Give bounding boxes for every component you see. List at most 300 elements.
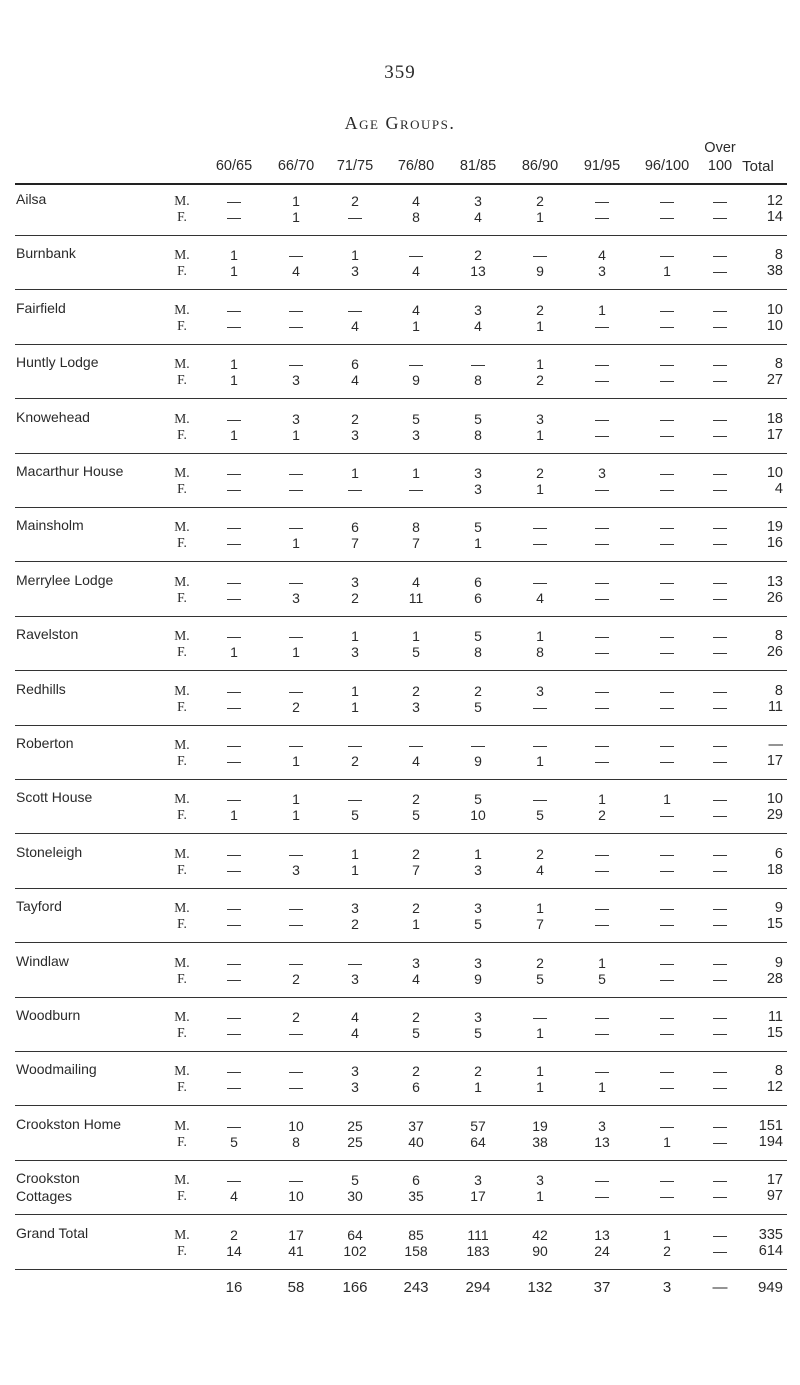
table-cell: — (409, 356, 423, 373)
table-cell: — (595, 209, 609, 225)
table-cell: — (289, 916, 303, 933)
row-total: 8 (774, 247, 783, 264)
table-cell: — (713, 410, 727, 427)
table-cell: 11 (408, 589, 424, 606)
table-cell: 3 (292, 372, 300, 389)
table-cell: — (227, 465, 241, 481)
table-cell: — (289, 1025, 303, 1041)
column-total: 37 (593, 1279, 611, 1296)
table-cell: 3 (351, 970, 359, 987)
table-cell: — (660, 970, 674, 987)
table-cell: 5 (536, 807, 544, 824)
table-cell: 38 (532, 1133, 548, 1150)
table-cell: 5 (598, 970, 606, 987)
table-cell: — (660, 644, 674, 661)
table-cell: — (595, 682, 609, 699)
table-cell: 3 (292, 410, 300, 427)
row-total: 11 (767, 1009, 783, 1025)
table-cell: 2 (292, 698, 300, 715)
sex-label-female: F. (177, 1242, 187, 1258)
table-cell: — (660, 698, 674, 715)
table-cell: — (348, 481, 362, 497)
table-cell: 2 (292, 970, 300, 987)
block-rule (15, 779, 787, 780)
table-cell: — (409, 737, 423, 753)
table-cell: — (595, 573, 609, 590)
table-cell: 1 (598, 791, 606, 808)
table-cell: — (660, 753, 674, 769)
table-cell: — (289, 628, 303, 645)
institution-name (16, 1007, 80, 1023)
table-cell: 1 (292, 426, 300, 443)
table-cell: — (471, 356, 485, 373)
table-cell: — (348, 954, 362, 971)
table-cell: — (227, 628, 241, 645)
table-cell: 4 (292, 263, 300, 280)
table-cell: — (595, 1063, 609, 1080)
table-cell: 13 (594, 1226, 610, 1243)
table-cell: — (227, 209, 241, 225)
table-cell: 3 (351, 426, 359, 443)
table-cell: — (227, 737, 241, 753)
table-cell: 2 (351, 589, 359, 606)
block-rule (15, 453, 787, 454)
table-cell: 42 (532, 1226, 548, 1243)
row-total: 17 (766, 1172, 783, 1189)
table-cell: 3 (598, 1117, 606, 1134)
block-rule (15, 670, 787, 671)
table-cell: 3 (474, 861, 482, 878)
table-cell: — (595, 481, 609, 497)
table-cell: 24 (594, 1242, 610, 1259)
table-cell: 1 (663, 791, 671, 808)
table-cell: 3 (474, 1009, 482, 1025)
block-rule (15, 398, 787, 399)
table-cell: 3 (474, 465, 482, 481)
table-cell: — (289, 465, 303, 481)
table-cell: 1 (536, 481, 544, 497)
table-cell: 5 (351, 807, 359, 824)
table-cell: 4 (412, 573, 420, 590)
row-total: 10 (766, 301, 783, 318)
table-cell: — (713, 737, 727, 753)
table-cell: 2 (663, 1242, 671, 1259)
table-cell: 3 (412, 954, 420, 971)
table-cell: 1 (536, 1188, 544, 1205)
table-cell: 2 (474, 247, 482, 264)
block-rule (15, 561, 787, 562)
table-cell: 1 (598, 301, 606, 318)
table-cell: 3 (474, 481, 482, 497)
table-cell: 3 (351, 1079, 359, 1096)
sex-label-male: M. (174, 954, 190, 970)
table-cell: — (227, 1009, 241, 1025)
table-cell: 2 (351, 410, 359, 427)
table-cell: — (713, 1009, 727, 1025)
row-total: 614 (758, 1242, 783, 1259)
institution-name-line: Fairfield (16, 299, 66, 316)
sex-label-female: F. (177, 1133, 187, 1149)
table-cell: 4 (351, 1009, 359, 1025)
table-cell: 25 (347, 1133, 363, 1150)
table-cell: — (713, 573, 727, 590)
institution-name-line: Woodburn (16, 1007, 81, 1023)
table-cell: 2 (536, 845, 544, 862)
table-cell: — (713, 481, 727, 497)
table-cell: — (595, 426, 609, 443)
table-cell: 17 (288, 1226, 304, 1243)
table-cell: — (660, 628, 674, 645)
table-cell: 8 (292, 1133, 300, 1150)
sex-label-male: M. (174, 628, 190, 644)
table-cell: — (595, 916, 609, 933)
table-cell: 102 (343, 1242, 367, 1259)
institution-name-line: Merrylee Lodge (16, 571, 114, 588)
row-total: 4 (774, 481, 783, 497)
table-cell: — (289, 573, 303, 590)
sex-label-male: M. (174, 1009, 190, 1024)
institution-name-line: Ravelston (16, 626, 79, 643)
row-total: 12 (766, 1079, 783, 1096)
table-cell: — (595, 589, 609, 606)
table-cell: 9 (412, 372, 420, 389)
table-cell: 3 (474, 1172, 482, 1189)
sex-label-male: M. (174, 845, 190, 861)
table-cell: 10 (288, 1188, 304, 1205)
sex-label-male: M. (174, 737, 190, 752)
table-cell: — (713, 209, 727, 225)
table-cell: — (713, 1188, 727, 1205)
table-cell: 5 (412, 410, 420, 427)
column-header: 96/100 (644, 158, 690, 174)
row-total: 97 (766, 1188, 783, 1205)
institution-name (16, 300, 66, 316)
table-cell: 6 (412, 1079, 420, 1096)
table-cell: 6 (351, 356, 359, 373)
table-cell: 8 (474, 644, 482, 661)
sex-label-male: M. (174, 465, 190, 480)
institution-name-line: Mainsholm (16, 517, 84, 534)
table-cell: 4 (474, 317, 482, 334)
table-cell: 1 (536, 900, 544, 917)
grand-total: 949 (757, 1279, 783, 1296)
table-cell: 3 (351, 900, 359, 917)
table-cell: 4 (598, 247, 606, 264)
institution-name-line: Redhills (16, 680, 66, 697)
institution-name-line: Burnbank (16, 245, 76, 262)
block-rule (15, 1051, 787, 1052)
institution-name-line: Crookston Home (16, 1115, 122, 1132)
column-header: 71/75 (336, 158, 374, 174)
row-total: 28 (766, 970, 783, 987)
row-total: 6 (774, 845, 783, 862)
table-cell: 17 (470, 1188, 486, 1205)
table-cell: 2 (412, 682, 420, 699)
row-total: 17 (766, 426, 783, 443)
table-cell: — (409, 481, 423, 497)
institution-name-line: Crookston (16, 1170, 80, 1187)
column-total: 58 (287, 1279, 305, 1296)
table-cell: — (227, 791, 241, 808)
table-cell: 3 (474, 900, 482, 917)
institution-name (16, 1170, 80, 1204)
table-cell: — (660, 301, 674, 318)
table-cell: 1 (351, 682, 359, 699)
table-cell: 5 (351, 1172, 359, 1189)
table-cell: 1 (292, 193, 300, 209)
table-cell: 8 (474, 372, 482, 389)
table-cell: 4 (536, 589, 544, 606)
table-cell: 7 (412, 861, 420, 878)
table-cell: — (595, 737, 609, 753)
table-cell: 6 (474, 573, 482, 590)
institution-name (16, 409, 90, 425)
column-header: 66/70 (277, 158, 315, 174)
table-cell: 2 (412, 1009, 420, 1025)
sex-label-male: M. (174, 900, 190, 916)
sex-label-female: F. (177, 644, 187, 660)
sex-label-female: F. (177, 372, 187, 388)
table-cell: 3 (536, 410, 544, 427)
table-cell: 1 (351, 465, 359, 481)
table-cell: 2 (351, 753, 359, 769)
institution-name (16, 572, 113, 588)
table-cell: — (713, 519, 727, 536)
sex-label-female: F. (177, 1025, 187, 1040)
table-cell: 4 (412, 301, 420, 318)
column-header: 100 (707, 158, 733, 174)
row-total: 18 (766, 861, 783, 878)
table-cell: 2 (412, 791, 420, 808)
sex-label-female: F. (177, 535, 187, 551)
table-cell: 5 (412, 1025, 420, 1041)
table-cell: — (660, 1063, 674, 1080)
table-cell: 4 (412, 753, 420, 769)
table-cell: — (533, 573, 547, 590)
table-cell: 4 (412, 970, 420, 987)
table-cell: — (227, 589, 241, 606)
institution-name-line: Huntly Lodge (16, 354, 99, 371)
block-rule (15, 507, 787, 508)
table-cell: 35 (408, 1188, 424, 1205)
block-rule (15, 997, 787, 998)
block-rule (15, 833, 787, 834)
table-cell: 85 (408, 1226, 424, 1243)
sex-label-male: M. (174, 356, 190, 372)
table-cell: — (227, 698, 241, 715)
table-cell: — (713, 1063, 727, 1080)
table-cell: 3 (474, 301, 482, 318)
block-rule (15, 235, 787, 236)
institution-name (16, 953, 69, 969)
table-cell: — (660, 682, 674, 699)
table-cell: — (713, 916, 727, 933)
table-cell: 1 (351, 247, 359, 264)
table-cell: — (660, 589, 674, 606)
institution-name (16, 463, 123, 479)
column-total: 16 (225, 1279, 243, 1296)
table-cell: 3 (292, 589, 300, 606)
table-cell: 8 (412, 519, 420, 536)
table-cell: — (660, 535, 674, 552)
table-cell: — (713, 1226, 727, 1243)
table-cell: 40 (408, 1133, 424, 1150)
row-total: 38 (766, 263, 783, 280)
table-cell: 8 (536, 644, 544, 661)
table-cell: 5 (536, 970, 544, 987)
table-cell: — (595, 356, 609, 373)
table-cell: — (660, 317, 674, 334)
table-cell: — (595, 535, 609, 552)
table-cell: — (289, 519, 303, 536)
table-cell: — (289, 737, 303, 753)
table-cell: — (660, 247, 674, 264)
row-total: 18 (766, 410, 783, 427)
table-cell: 1 (351, 845, 359, 862)
institution-name-line: Ailsa (16, 191, 47, 207)
sex-label-male: M. (174, 193, 190, 208)
table-cell: 1 (598, 954, 606, 971)
row-total: 19 (766, 519, 783, 536)
table-cell: — (227, 970, 241, 987)
institution-name (16, 626, 78, 642)
sex-label-female: F. (177, 861, 187, 877)
sex-label-female: F. (177, 481, 187, 496)
row-total: 8 (774, 356, 783, 373)
table-cell: 1 (536, 317, 544, 334)
block-rule (15, 289, 787, 290)
row-total: 16 (766, 535, 783, 552)
table-cell: 2 (412, 900, 420, 917)
table-cell: — (227, 753, 241, 769)
sex-label-male: M. (174, 247, 190, 263)
table-cell: — (595, 861, 609, 878)
table-cell: 7 (412, 535, 420, 552)
sex-label-female: F. (177, 916, 187, 932)
table-cell: 6 (351, 519, 359, 536)
table-cell: 10 (288, 1117, 304, 1134)
table-cell: — (713, 954, 727, 971)
row-total: 27 (766, 372, 783, 389)
table-cell: — (713, 193, 727, 209)
institution-name (16, 1061, 97, 1077)
table-cell: — (713, 845, 727, 862)
table-cell: 2 (474, 682, 482, 699)
table-cell: — (533, 519, 547, 536)
table-cell: 2 (292, 1009, 300, 1025)
table-cell: — (595, 900, 609, 917)
table-cell: — (227, 317, 241, 334)
table-cell: 5 (412, 644, 420, 661)
column-header: 76/80 (397, 158, 435, 174)
table-cell: 2 (474, 1063, 482, 1080)
table-cell: — (713, 535, 727, 552)
table-cell: 183 (466, 1242, 490, 1259)
sex-label-male: M. (174, 410, 190, 426)
table-cell: — (713, 970, 727, 987)
table-cell: 1 (536, 356, 544, 373)
column-total: 3 (662, 1279, 672, 1296)
table-cell: 64 (347, 1226, 363, 1243)
sex-label-female: F. (177, 263, 187, 279)
table-cell: — (713, 861, 727, 878)
table-cell: 2 (536, 465, 544, 481)
table-cell: — (595, 644, 609, 661)
block-rule (15, 1105, 787, 1106)
column-total: — (712, 1279, 728, 1296)
table-cell: — (713, 644, 727, 661)
table-cell: — (289, 845, 303, 862)
table-cell: — (595, 519, 609, 536)
table-cell: 1 (536, 628, 544, 645)
table-cell: — (595, 1025, 609, 1041)
block-rule (15, 725, 787, 726)
table-cell: — (227, 845, 241, 862)
table-cell: 3 (536, 682, 544, 699)
header-rule (15, 183, 787, 185)
table-cell: — (713, 753, 727, 769)
table-cell: — (348, 737, 362, 753)
row-total: 11 (767, 698, 783, 715)
table-cell: — (660, 1188, 674, 1205)
table-cell: — (660, 807, 674, 824)
sex-label-female: F. (177, 426, 187, 442)
table-cell: 10 (470, 807, 486, 824)
table-cell: 1 (351, 698, 359, 715)
table-cell: 1 (230, 356, 238, 373)
table-cell: 8 (412, 209, 420, 225)
table-cell: 3 (598, 263, 606, 280)
table-cell: 7 (536, 916, 544, 933)
table-cell: 1 (412, 465, 420, 481)
table-cell: 41 (288, 1242, 304, 1259)
table-cell: 1 (536, 209, 544, 225)
table-cell: — (289, 301, 303, 318)
table-cell: 1 (474, 535, 482, 552)
table-cell: — (660, 193, 674, 209)
table-cell: — (289, 247, 303, 264)
table-cell: — (713, 263, 727, 280)
table-cell: 6 (412, 1172, 420, 1189)
column-total: 166 (342, 1279, 368, 1296)
table-cell: — (409, 247, 423, 264)
table-cell: 1 (230, 426, 238, 443)
table-cell: — (227, 900, 241, 917)
table-cell: 1 (292, 807, 300, 824)
table-cell: — (227, 682, 241, 699)
table-cell: — (227, 481, 241, 497)
table-cell: — (595, 1009, 609, 1025)
table-cell: — (713, 1242, 727, 1259)
table-cell: — (533, 247, 547, 264)
institution-name (16, 191, 46, 207)
table-cell: 4 (412, 263, 420, 280)
table-cell: — (713, 1117, 727, 1134)
table-cell: — (713, 317, 727, 334)
row-total: 8 (774, 1063, 783, 1080)
table-cell: — (289, 1063, 303, 1080)
table-cell: — (289, 481, 303, 497)
table-cell: 5 (474, 1025, 482, 1041)
table-cell: 1 (412, 628, 420, 645)
table-cell: 1 (598, 1079, 606, 1096)
table-cell: 2 (536, 193, 544, 209)
table-cell: 3 (292, 861, 300, 878)
table-cell: 4 (351, 317, 359, 334)
table-cell: — (660, 573, 674, 590)
table-cell: 3 (412, 698, 420, 715)
row-total: 8 (774, 682, 783, 699)
